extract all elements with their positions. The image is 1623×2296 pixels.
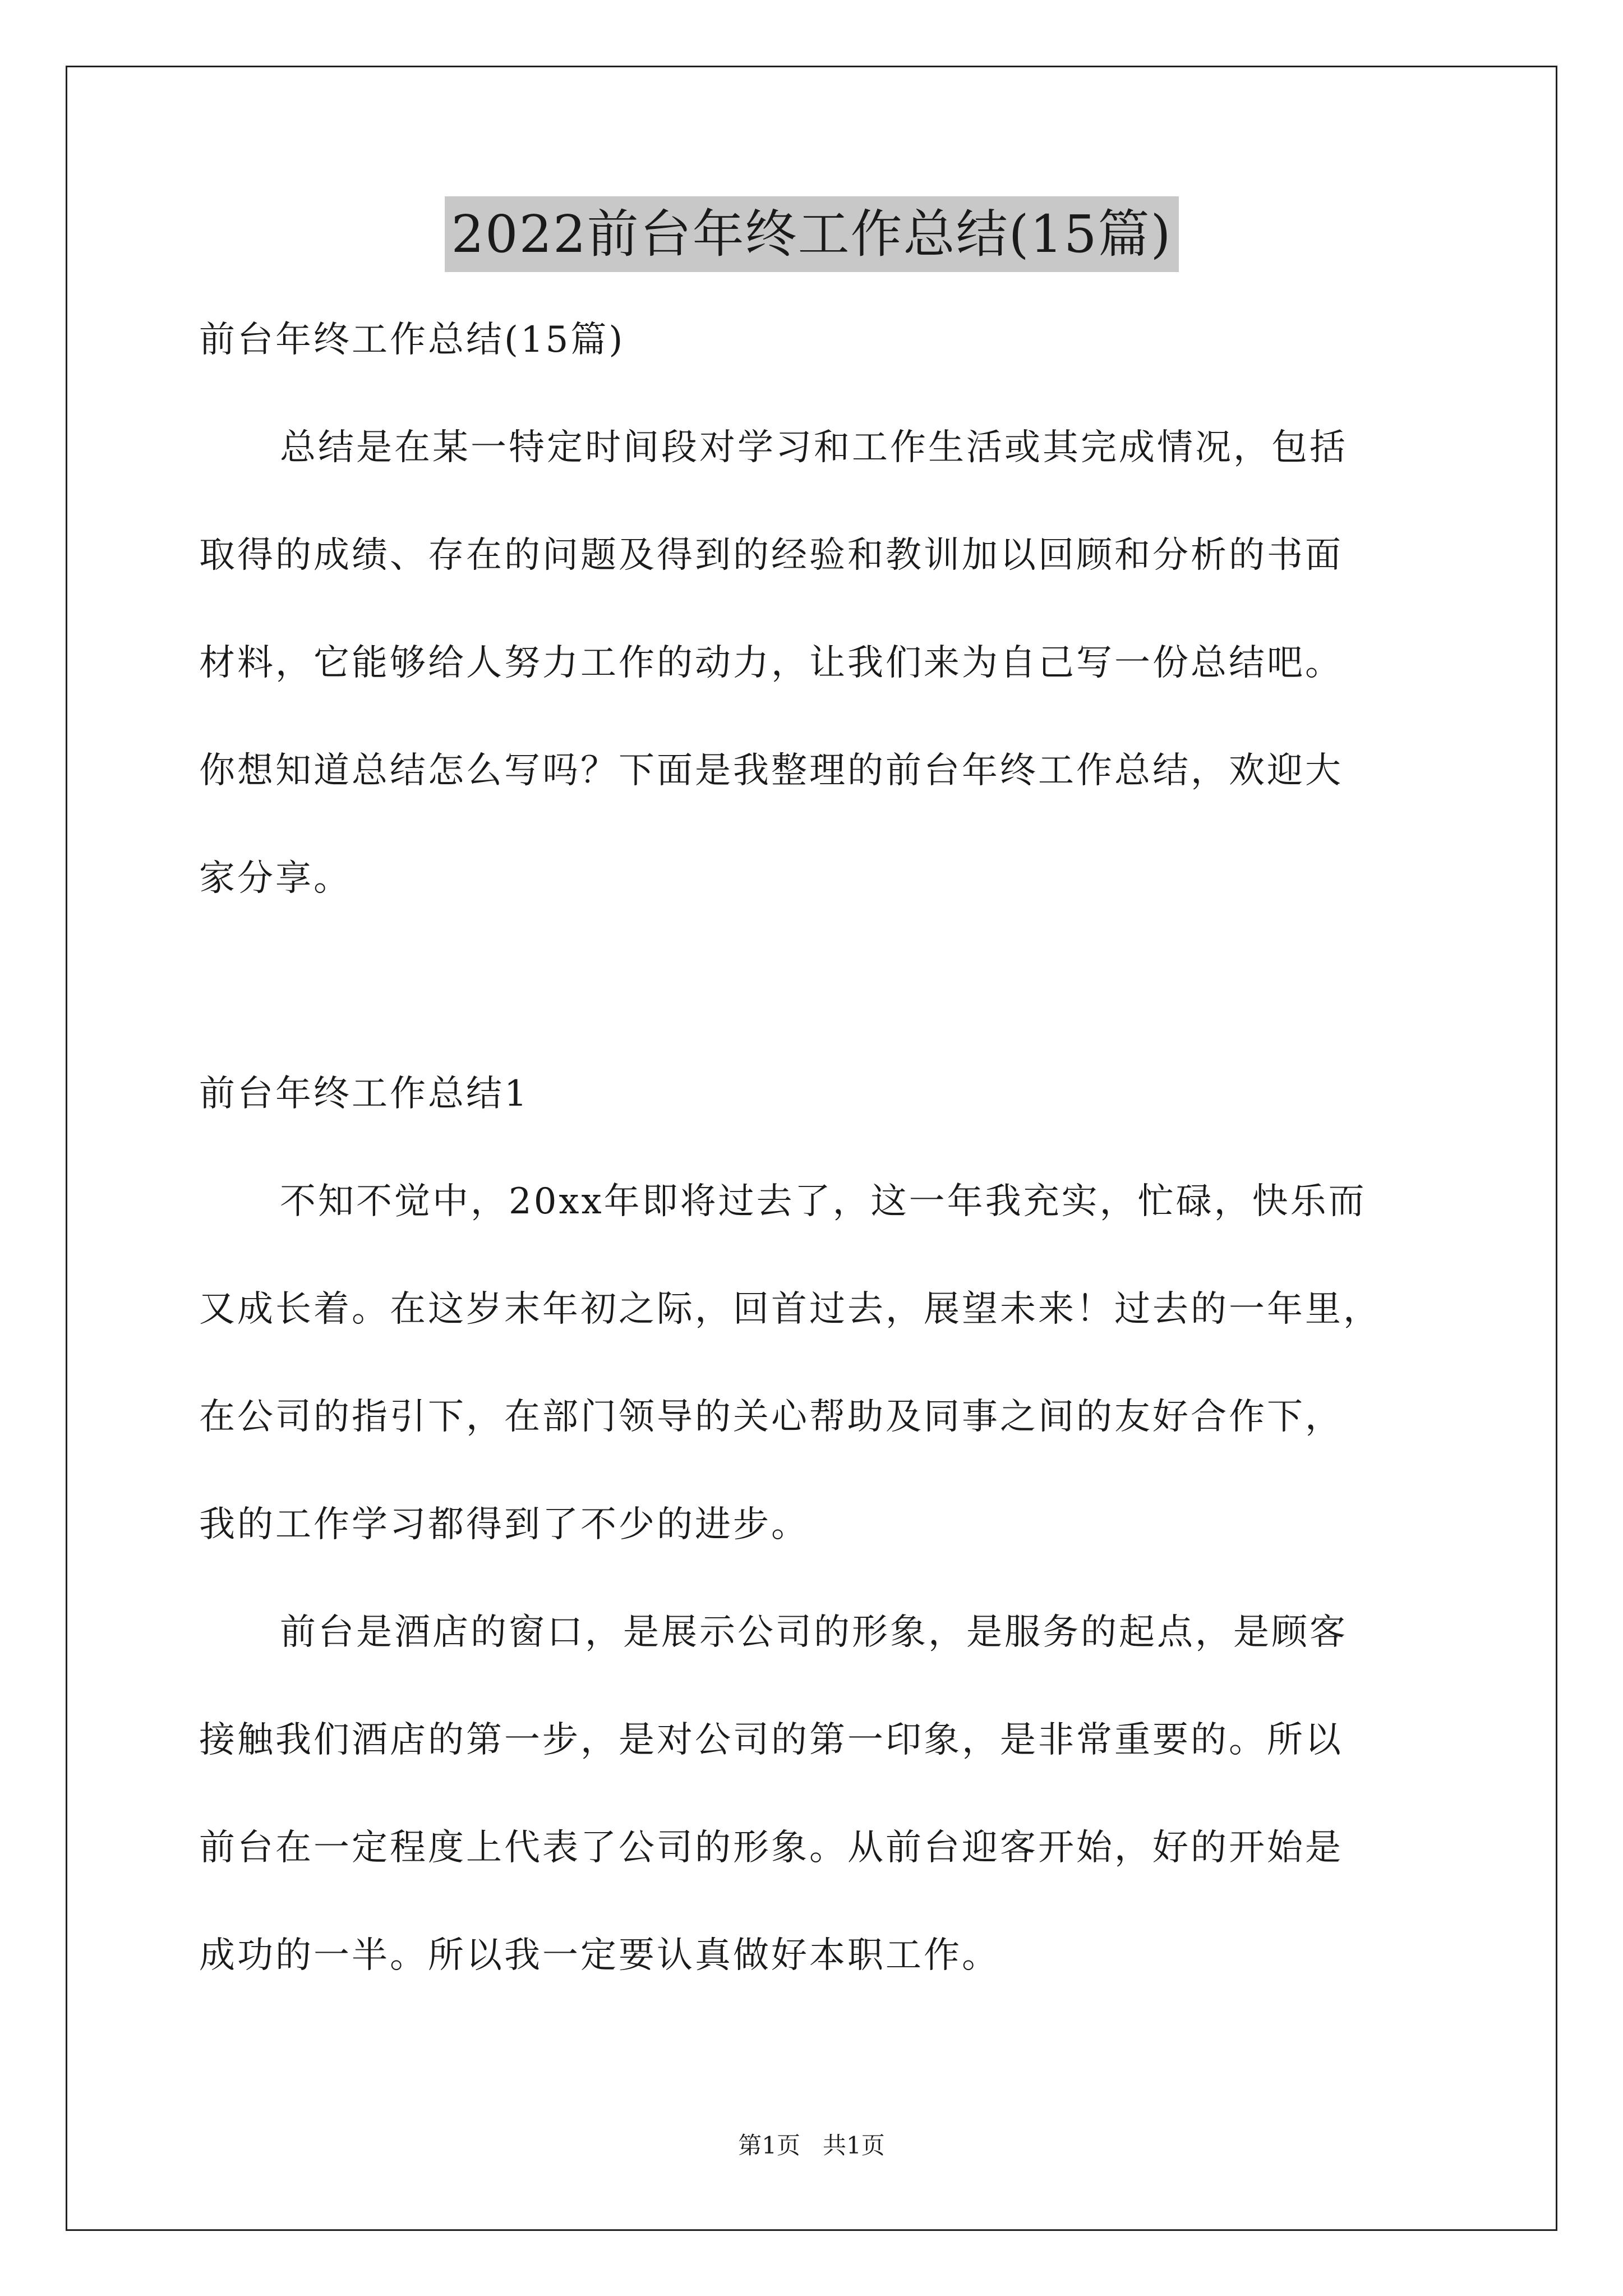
document-body: [199, 286, 1433, 2009]
section-heading: 前台年终工作总结1: [199, 1073, 529, 1115]
intro-line: 家分享。: [199, 858, 352, 899]
paragraph-line: 又成长着。在这岁末年初之际，回首过去，展望未来！过去的一年里，: [199, 1289, 1381, 1330]
paragraph-line: 在公司的指引下，在部门领导的关心帮助及同事之间的友好合作下，: [199, 1396, 1343, 1438]
document-subtitle: 前台年终工作总结(15篇): [199, 319, 625, 361]
document-title: 2022前台年终工作总结(15篇): [445, 196, 1179, 272]
paragraph-line: 我的工作学习都得到了不少的进步。: [199, 1504, 809, 1545]
intro-line: 材料，它能够给人努力工作的动力，让我们来为自己写一份总结吧。: [199, 642, 1343, 684]
paragraph-line: 成功的一半。所以我一定要认真做好本职工作。: [199, 1935, 1000, 1976]
paragraph-spacer: [199, 932, 1433, 1040]
intro-line: 你想知道总结怎么写吗？下面是我整理的前台年终工作总结，欢迎大: [199, 750, 1343, 792]
title-container: [0, 196, 1623, 272]
paragraph-line: 前台是酒店的窗口，是展示公司的形象，是服务的起点，是顾客: [280, 1612, 1348, 1653]
section-paragraph-1: [199, 1148, 1433, 1579]
intro-line: 总结是在某一特定时间段对学习和工作生活或其完成情况，包括: [280, 427, 1348, 468]
intro-paragraph: [199, 394, 1433, 932]
paragraph-line: 前台在一定程度上代表了公司的形象。从前台迎客开始，好的开始是: [199, 1827, 1343, 1869]
paragraph-line: 接触我们酒店的第一步，是对公司的第一印象，是非常重要的。所以: [199, 1719, 1343, 1761]
section-paragraph-2: [199, 1579, 1433, 2009]
page-number-footer: 第1页 共1页: [738, 2132, 885, 2159]
intro-line: 取得的成绩、存在的问题及得到的经验和教训加以回顾和分析的书面: [199, 535, 1343, 576]
paragraph-line: 不知不觉中，20xx年即将过去了，这一年我充实，忙碌，快乐而: [280, 1181, 1367, 1222]
